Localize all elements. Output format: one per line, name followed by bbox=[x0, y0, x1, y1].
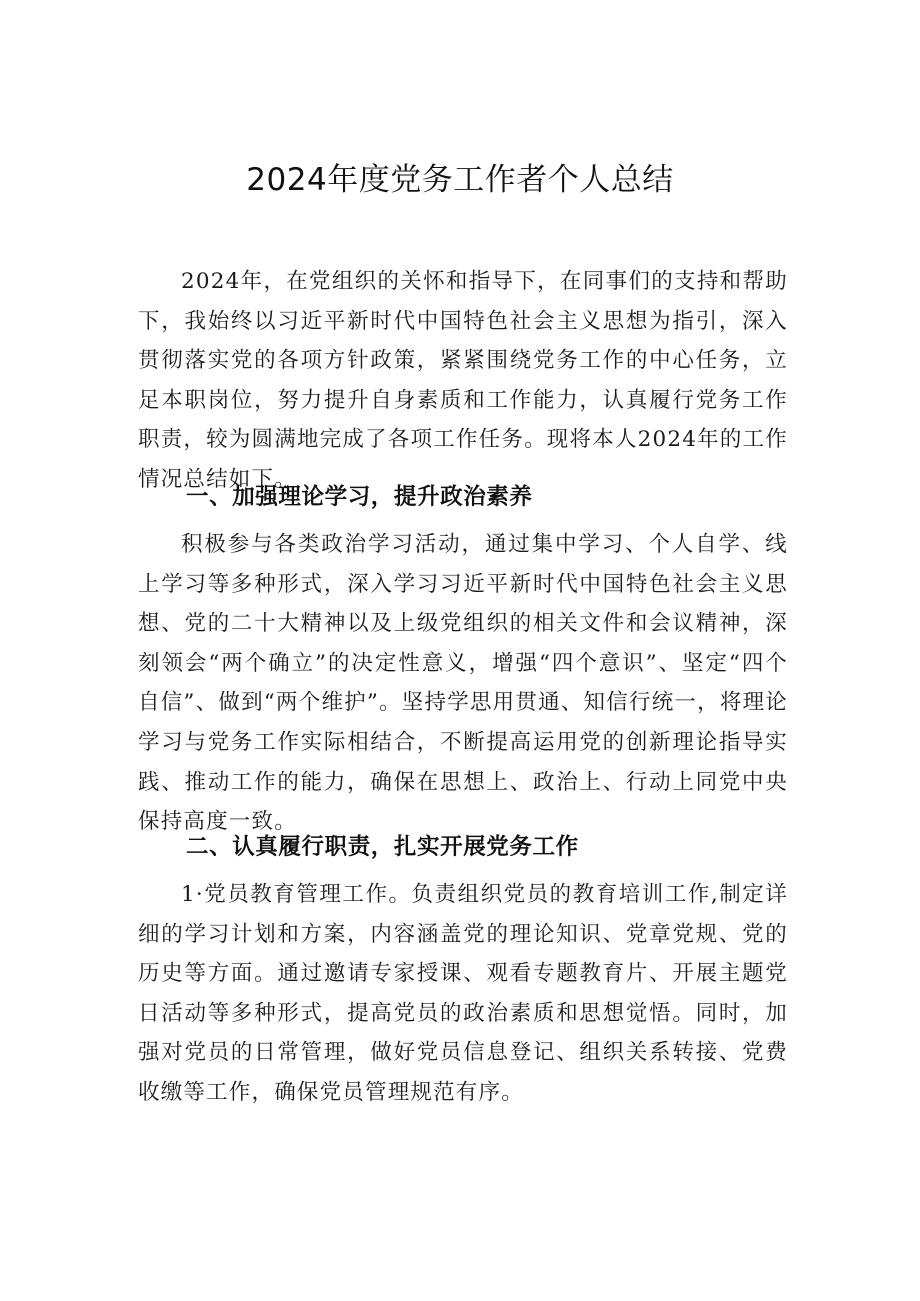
section-paragraph-2: 1·党员教育管理工作。负责组织党员的教育培训工作,制定详细的学习计划和方案，内容涵盖党的理论知识、党章党规、党的历史等方面。通过邀请专家授课、观看专题教育片、开展主题党日活动等多种形式，提高党员的政治素质和思想觉悟。同时，加强对党员的日常管理，做好党员信息登记、组织关系转接、党费收缴等工作，确保党员管理规范有序。 bbox=[138, 882, 788, 1105]
intro-paragraph: 2024年，在党组织的关怀和指导下，在同事们的支持和帮助下，我始终以习近平新时代中国特色社会主义思想为指引，深入贯彻落实党的各项方针政策，紧紧围绕党务工作的中心任务，立足本职岗位，努力提升自身素质和工作能力，认真履行党务工作职责，较为圆满地完成了各项工作任务。现将本人2024年的工作情况总结如下。 bbox=[138, 269, 788, 492]
section-heading-1: 一、加强理论学习，提升政治素养 bbox=[186, 484, 533, 510]
section-paragraph-1: 积极参与各类政治学习活动，通过集中学习、个人自学、线上学习等多种形式，深入学习习近平新时代中国特色社会主义思想、党的二十大精神以及上级党组织的相关文件和会议精神，深刻领会“两个确立”的决定性意义，增强“四个意识”、坚定“四个自信”、做到“两个维护”。坚持学思用贯通、知信行统一，将理论学习与党务工作实际相结合，不断提高运用党的创新理论指导实践、推动工作的能力，确保在思想上、政治上、行动上同党中央保持高度一致。 bbox=[138, 532, 788, 835]
section-heading-2: 二、认真履行职责，扎实开展党务工作 bbox=[186, 834, 579, 860]
document-title: 2024年度党务工作者个人总结 bbox=[246, 162, 674, 198]
